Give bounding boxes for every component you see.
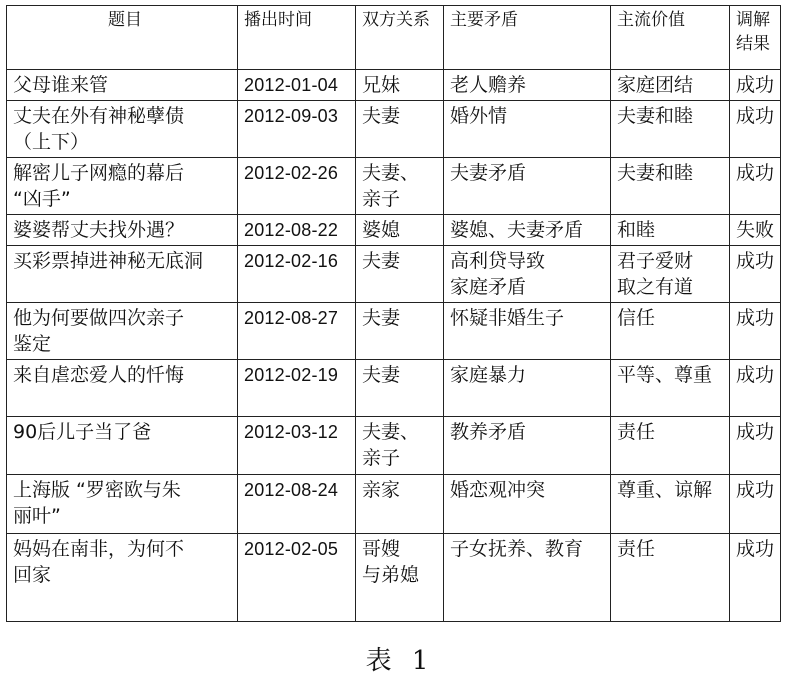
table-row <box>7 360 781 417</box>
cell-value: 家庭团结 <box>611 70 730 101</box>
cell-date: 2012-08-22 <box>238 215 356 246</box>
episode-table <box>6 5 781 622</box>
cell-conflict: 教养矛盾 <box>444 417 611 475</box>
table-row <box>7 534 781 622</box>
cell-title: 上海版 “罗密欧与朱 丽叶” <box>7 475 238 534</box>
header-value: 主流价值 <box>611 6 730 70</box>
cell-value: 和睦 <box>611 215 730 246</box>
cell-date: 2012-09-03 <box>238 101 356 158</box>
cell-relation: 夫妻 <box>356 101 444 158</box>
cell-relation: 夫妻、 亲子 <box>356 158 444 215</box>
cell-value: 夫妻和睦 <box>611 101 730 158</box>
cell-relation: 亲家 <box>356 475 444 534</box>
cell-result: 成功 <box>730 534 781 622</box>
cell-title: 买彩票掉进神秘无底洞 <box>7 246 238 303</box>
cell-title: 丈夫在外有神秘孽债 （上下） <box>7 101 238 158</box>
cell-title: 解密儿子网瘾的幕后 “凶手” <box>7 158 238 215</box>
cell-relation: 兄妹 <box>356 70 444 101</box>
table-header-row <box>7 6 781 70</box>
table-row <box>7 475 781 534</box>
cell-title: 妈妈在南非，为何不 回家 <box>7 534 238 622</box>
table-row <box>7 215 781 246</box>
table-row <box>7 70 781 101</box>
cell-title: 90后儿子当了爸 <box>7 417 238 475</box>
cell-value: 责任 <box>611 534 730 622</box>
cell-conflict: 婚外情 <box>444 101 611 158</box>
cell-result: 成功 <box>730 303 781 360</box>
cell-result: 成功 <box>730 360 781 417</box>
cell-conflict: 怀疑非婚生子 <box>444 303 611 360</box>
cell-conflict: 夫妻矛盾 <box>444 158 611 215</box>
cell-conflict: 子女抚养、教育 <box>444 534 611 622</box>
cell-conflict: 老人赡养 <box>444 70 611 101</box>
cell-result: 成功 <box>730 70 781 101</box>
table-row <box>7 101 781 158</box>
cell-date: 2012-08-24 <box>238 475 356 534</box>
cell-relation: 夫妻 <box>356 360 444 417</box>
cell-relation: 哥嫂 与弟媳 <box>356 534 444 622</box>
cell-value: 信任 <box>611 303 730 360</box>
table-row <box>7 158 781 215</box>
table-row <box>7 417 781 475</box>
cell-relation: 夫妻 <box>356 246 444 303</box>
cell-conflict: 婚恋观冲突 <box>444 475 611 534</box>
cell-title: 来自虐恋爱人的忏悔 <box>7 360 238 417</box>
cell-date: 2012-02-26 <box>238 158 356 215</box>
cell-date: 2012-02-19 <box>238 360 356 417</box>
header-date: 播出时间 <box>238 6 356 70</box>
cell-date: 2012-03-12 <box>238 417 356 475</box>
cell-result: 失败 <box>730 215 781 246</box>
header-result: 调解 结果 <box>730 6 781 70</box>
cell-value: 平等、尊重 <box>611 360 730 417</box>
cell-result: 成功 <box>730 246 781 303</box>
cell-value: 责任 <box>611 417 730 475</box>
cell-conflict: 高利贷导致 家庭矛盾 <box>444 246 611 303</box>
cell-date: 2012-02-05 <box>238 534 356 622</box>
cell-result: 成功 <box>730 101 781 158</box>
cell-date: 2012-01-04 <box>238 70 356 101</box>
cell-conflict: 婆媳、夫妻矛盾 <box>444 215 611 246</box>
cell-value: 尊重、谅解 <box>611 475 730 534</box>
cell-conflict: 家庭暴力 <box>444 360 611 417</box>
cell-title: 父母谁来管 <box>7 70 238 101</box>
cell-result: 成功 <box>730 475 781 534</box>
cell-result: 成功 <box>730 417 781 475</box>
header-relation: 双方关系 <box>356 6 444 70</box>
cell-value: 君子爱财 取之有道 <box>611 246 730 303</box>
table-caption: 表 1 <box>365 646 435 676</box>
table-row <box>7 246 781 303</box>
cell-relation: 夫妻 <box>356 303 444 360</box>
header-title: 题目 <box>7 6 238 70</box>
header-conflict: 主要矛盾 <box>444 6 611 70</box>
cell-result: 成功 <box>730 158 781 215</box>
cell-date: 2012-08-27 <box>238 303 356 360</box>
cell-date: 2012-02-16 <box>238 246 356 303</box>
table-row <box>7 303 781 360</box>
cell-relation: 婆媳 <box>356 215 444 246</box>
cell-value: 夫妻和睦 <box>611 158 730 215</box>
cell-relation: 夫妻、 亲子 <box>356 417 444 475</box>
cell-title: 他为何要做四次亲子 鉴定 <box>7 303 238 360</box>
cell-title: 婆婆帮丈夫找外遇？ <box>7 215 238 246</box>
